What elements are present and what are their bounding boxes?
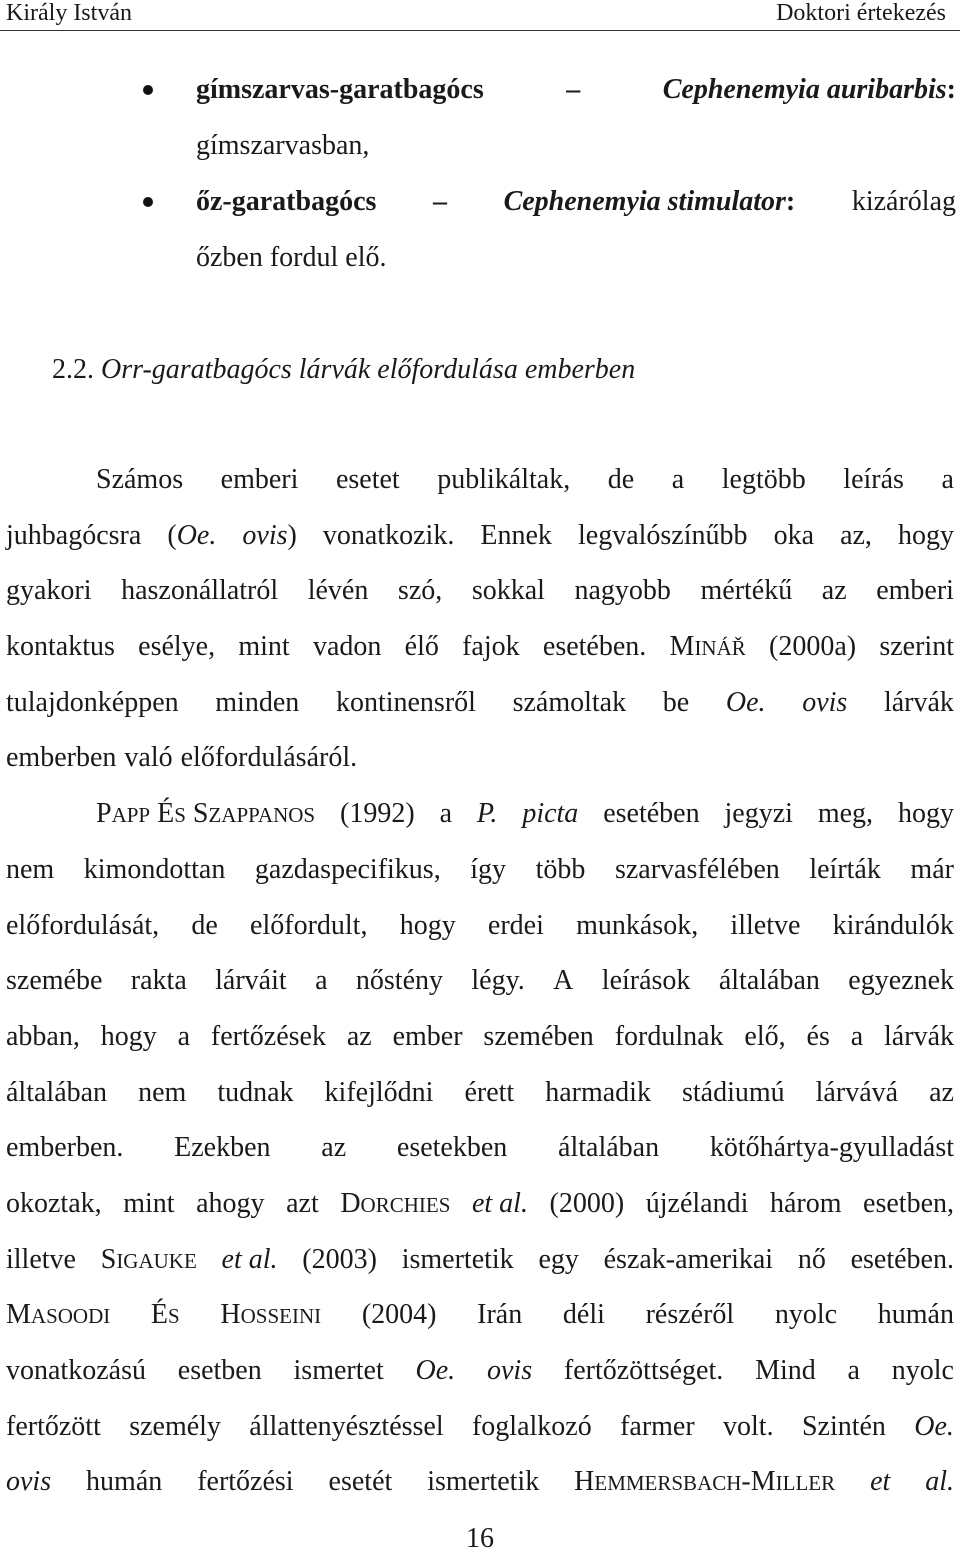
word: általában [718, 965, 820, 997]
text-line [6, 898, 954, 954]
word: de [191, 909, 218, 941]
word: előfordulásáról. [180, 742, 358, 774]
text-line [6, 1399, 954, 1455]
word: Ezekben [174, 1132, 271, 1164]
word: fertőzöttséget. [563, 1355, 724, 1386]
word: ovis [802, 686, 848, 718]
word: esetet [335, 464, 400, 495]
list-item [196, 62, 956, 174]
header-author: Király István [6, 0, 132, 26]
word: egy [538, 1243, 579, 1275]
word: hogy [100, 1020, 157, 1052]
word: oka [773, 519, 815, 551]
text-line [6, 508, 954, 564]
word: az, [840, 519, 872, 551]
word: (2000a) [769, 631, 857, 663]
word: esetét [328, 1466, 393, 1498]
word: a [439, 798, 452, 830]
word: ÉS [150, 1299, 180, 1331]
word: HOSSEINI [220, 1299, 322, 1331]
word: több [535, 853, 586, 885]
word: hogy [399, 909, 456, 941]
list-item-line [196, 174, 956, 230]
text-line [6, 1176, 954, 1232]
word: sokkal [471, 575, 545, 607]
word: ovis) [242, 519, 297, 551]
host-text: gímszarvasban, [196, 130, 370, 161]
word: Számos [96, 464, 184, 495]
word: az [321, 1132, 347, 1164]
list-item-line [196, 118, 956, 174]
list-item [196, 174, 956, 286]
text-line [6, 1232, 954, 1288]
list-item-line [196, 230, 956, 286]
word: állattenyésztéssel [249, 1410, 444, 1442]
species-common-name: gímszarvas-garatbagócs [196, 74, 484, 105]
word: humán [86, 1466, 163, 1498]
section-number: 2.2. [52, 354, 94, 385]
dash: – [566, 74, 581, 105]
word: esetében [603, 798, 700, 830]
word: nő [797, 1243, 826, 1275]
word: be [662, 686, 690, 718]
word: az [929, 1076, 954, 1108]
text-line [6, 1065, 954, 1121]
species-common-name: őz-garatbagócs [196, 186, 377, 217]
word: gyakori [6, 575, 92, 607]
word: szemébe [6, 965, 103, 997]
word: illetve [730, 909, 801, 941]
text-line [6, 1287, 954, 1343]
bullet-icon [143, 197, 153, 207]
text-line [6, 1120, 954, 1176]
word: kifejlődni [324, 1076, 434, 1108]
word: tulajdonképpen [6, 686, 179, 718]
word: et al. [221, 1243, 278, 1275]
dash: – [432, 186, 447, 217]
word: nőstény [355, 965, 443, 997]
word: érett [464, 1076, 515, 1108]
word: (1992) [340, 798, 415, 830]
word: nyolc [774, 1299, 838, 1331]
running-header [0, 0, 960, 31]
word: picta [522, 798, 579, 830]
word: személy [129, 1410, 221, 1442]
word: legtöbb [721, 464, 806, 495]
word: (2003) [302, 1243, 377, 1275]
word: mint [123, 1187, 175, 1219]
host-text: őzben fordul elő. [196, 242, 387, 273]
word: leírták [809, 853, 881, 885]
text-line [6, 619, 954, 675]
word: kontinensről [335, 686, 476, 718]
word: Oe. [914, 1410, 954, 1442]
word: juhbagócsra [6, 519, 142, 551]
word: szemében [483, 1020, 594, 1052]
word: PAPP ÉS SZAPPANOS [96, 798, 316, 830]
word: (2004) [361, 1299, 437, 1331]
text-line [6, 1009, 954, 1065]
text-line [6, 730, 954, 786]
word: mértékű [700, 575, 793, 607]
word: rakta [130, 965, 187, 997]
word: elő, [744, 1020, 786, 1052]
section-heading [52, 342, 635, 398]
word: mint [238, 631, 290, 663]
word: harmadik [545, 1076, 651, 1108]
word: Szintén [801, 1410, 886, 1442]
word: fertőzési [197, 1466, 294, 1498]
word: kötőhártya-gyulladást [709, 1132, 954, 1164]
word: leírás [843, 464, 904, 495]
word: ismertetik [427, 1466, 540, 1498]
word: ember [392, 1020, 463, 1052]
list-item-line [196, 62, 956, 118]
word: a [847, 1355, 860, 1386]
word: a [850, 1020, 864, 1052]
section-title: Orr-garatbagócs lárvák előfordulása emberben [101, 354, 636, 385]
word: SIGAUKE [100, 1243, 197, 1275]
word: a [315, 965, 328, 997]
word: ahogy [196, 1187, 265, 1219]
word: légy. [471, 965, 525, 997]
word: Irán [477, 1299, 523, 1331]
word: (Oe. [167, 519, 217, 551]
word: A [553, 965, 574, 997]
word: a [177, 1020, 191, 1052]
word: kontaktus [6, 631, 115, 663]
word: szarvasfélében [614, 853, 780, 885]
word: és [806, 1020, 830, 1052]
word: nem [6, 853, 55, 885]
word: nagyobb [574, 575, 671, 607]
word: részéről [645, 1299, 735, 1331]
word: erdei [487, 909, 544, 941]
word: et [870, 1466, 891, 1498]
word: jegyzi [724, 798, 793, 830]
word: esetekben [396, 1132, 508, 1164]
word: lárváit [215, 965, 287, 997]
word: emberi [876, 575, 954, 607]
bullet-icon [143, 85, 153, 95]
text-line [6, 675, 954, 731]
text-line [6, 1343, 954, 1399]
word: emberi [220, 464, 299, 495]
word: (2000) [549, 1187, 625, 1219]
word: való [124, 742, 173, 774]
word: esélye, [138, 631, 216, 663]
word: legvalószínűbb [577, 519, 748, 551]
paragraph [6, 786, 954, 1510]
word: Oe. [725, 686, 766, 718]
word: nem [138, 1076, 187, 1108]
word: emberben [6, 742, 117, 774]
word: okoztak, [6, 1187, 102, 1219]
text-line [6, 842, 954, 898]
word: MASOODI [6, 1299, 111, 1331]
word: MINÁŘ [669, 631, 746, 663]
word: vadon [312, 631, 382, 663]
word: esetben, [863, 1187, 954, 1219]
word: Oe. [415, 1355, 456, 1386]
word: általában [558, 1132, 660, 1164]
word: al. [925, 1466, 954, 1498]
word: hogy [898, 519, 954, 551]
word: már [910, 853, 954, 885]
word: volt. [723, 1410, 774, 1442]
word: fordulnak [614, 1020, 724, 1052]
word: fertőzött [6, 1410, 101, 1442]
species-scientific: Cephenemyia auribarbis: [662, 74, 956, 105]
word: azt [286, 1187, 319, 1219]
word: három [769, 1187, 842, 1219]
word: de [607, 464, 635, 495]
word: munkások, [576, 909, 699, 941]
word: esetében. [850, 1243, 954, 1275]
word: gazdaspecifikus, [254, 853, 441, 885]
word: déli [562, 1299, 605, 1331]
word: stádiumú [681, 1076, 785, 1108]
word: az [821, 575, 847, 607]
word: meg, [817, 798, 874, 830]
word: fertőzések [210, 1020, 326, 1052]
word: nyolc [891, 1355, 954, 1386]
word: általában [6, 1076, 108, 1108]
word: az [346, 1020, 372, 1052]
word: egyeznek [848, 965, 954, 997]
word: előfordult, [250, 909, 368, 941]
text-line [6, 953, 954, 1009]
word: élő [404, 631, 439, 663]
word: humán [877, 1299, 954, 1331]
text-line [6, 786, 954, 842]
word: et al. [471, 1187, 528, 1219]
body-text [6, 452, 954, 1510]
word: P. [476, 798, 498, 830]
word: hogy [897, 798, 954, 830]
word: leírások [601, 965, 691, 997]
text-line [6, 1454, 954, 1510]
word: ovis [486, 1355, 533, 1386]
word: lárvák [884, 1020, 954, 1052]
word: foglalkozó [471, 1410, 592, 1442]
word: ismertetik [401, 1243, 514, 1275]
word: újzélandi [645, 1187, 749, 1219]
header-document-type: Doktori értekezés [776, 0, 946, 26]
word: publikáltak, [437, 464, 571, 495]
word: esetében. [542, 631, 647, 663]
word: vonatkozik. [322, 519, 455, 551]
word: szó, [397, 575, 443, 607]
word: lárvává [815, 1076, 899, 1108]
word: haszonállatról [121, 575, 279, 607]
word: fajok [462, 631, 520, 663]
word: számoltak [512, 686, 627, 718]
word: kimondottan [83, 853, 226, 885]
word: Ennek [480, 519, 552, 551]
word: előfordulását, [6, 909, 160, 941]
word: ovis [6, 1466, 52, 1498]
text-line [6, 563, 954, 619]
word: farmer [620, 1410, 695, 1442]
word: Mind [755, 1355, 816, 1386]
word: esetben [177, 1355, 262, 1386]
word: észak-amerikai [603, 1243, 774, 1275]
word: így [470, 853, 507, 885]
word: illetve [6, 1243, 76, 1275]
word: abban, [6, 1020, 80, 1052]
word: lévén [307, 575, 369, 607]
word: HEMMERSBACH-MILLER [574, 1466, 836, 1498]
word: ismertet [293, 1355, 384, 1386]
species-scientific: Cephenemyia stimulator: [503, 186, 796, 217]
word: DORCHIES [340, 1187, 451, 1219]
word: tudnak [217, 1076, 294, 1108]
word: minden [215, 686, 300, 718]
word: kirándulók [832, 909, 954, 941]
word: szerint [879, 631, 954, 663]
host-text: kizárólag [851, 186, 956, 217]
word: emberben. [6, 1132, 124, 1164]
word: a [941, 464, 954, 495]
word: lárvák [883, 686, 954, 718]
text-line [6, 452, 954, 508]
word: vonatkozású [6, 1355, 146, 1386]
page-number: 16 [466, 1523, 494, 1554]
paragraph [6, 452, 954, 786]
word: a [671, 464, 685, 495]
